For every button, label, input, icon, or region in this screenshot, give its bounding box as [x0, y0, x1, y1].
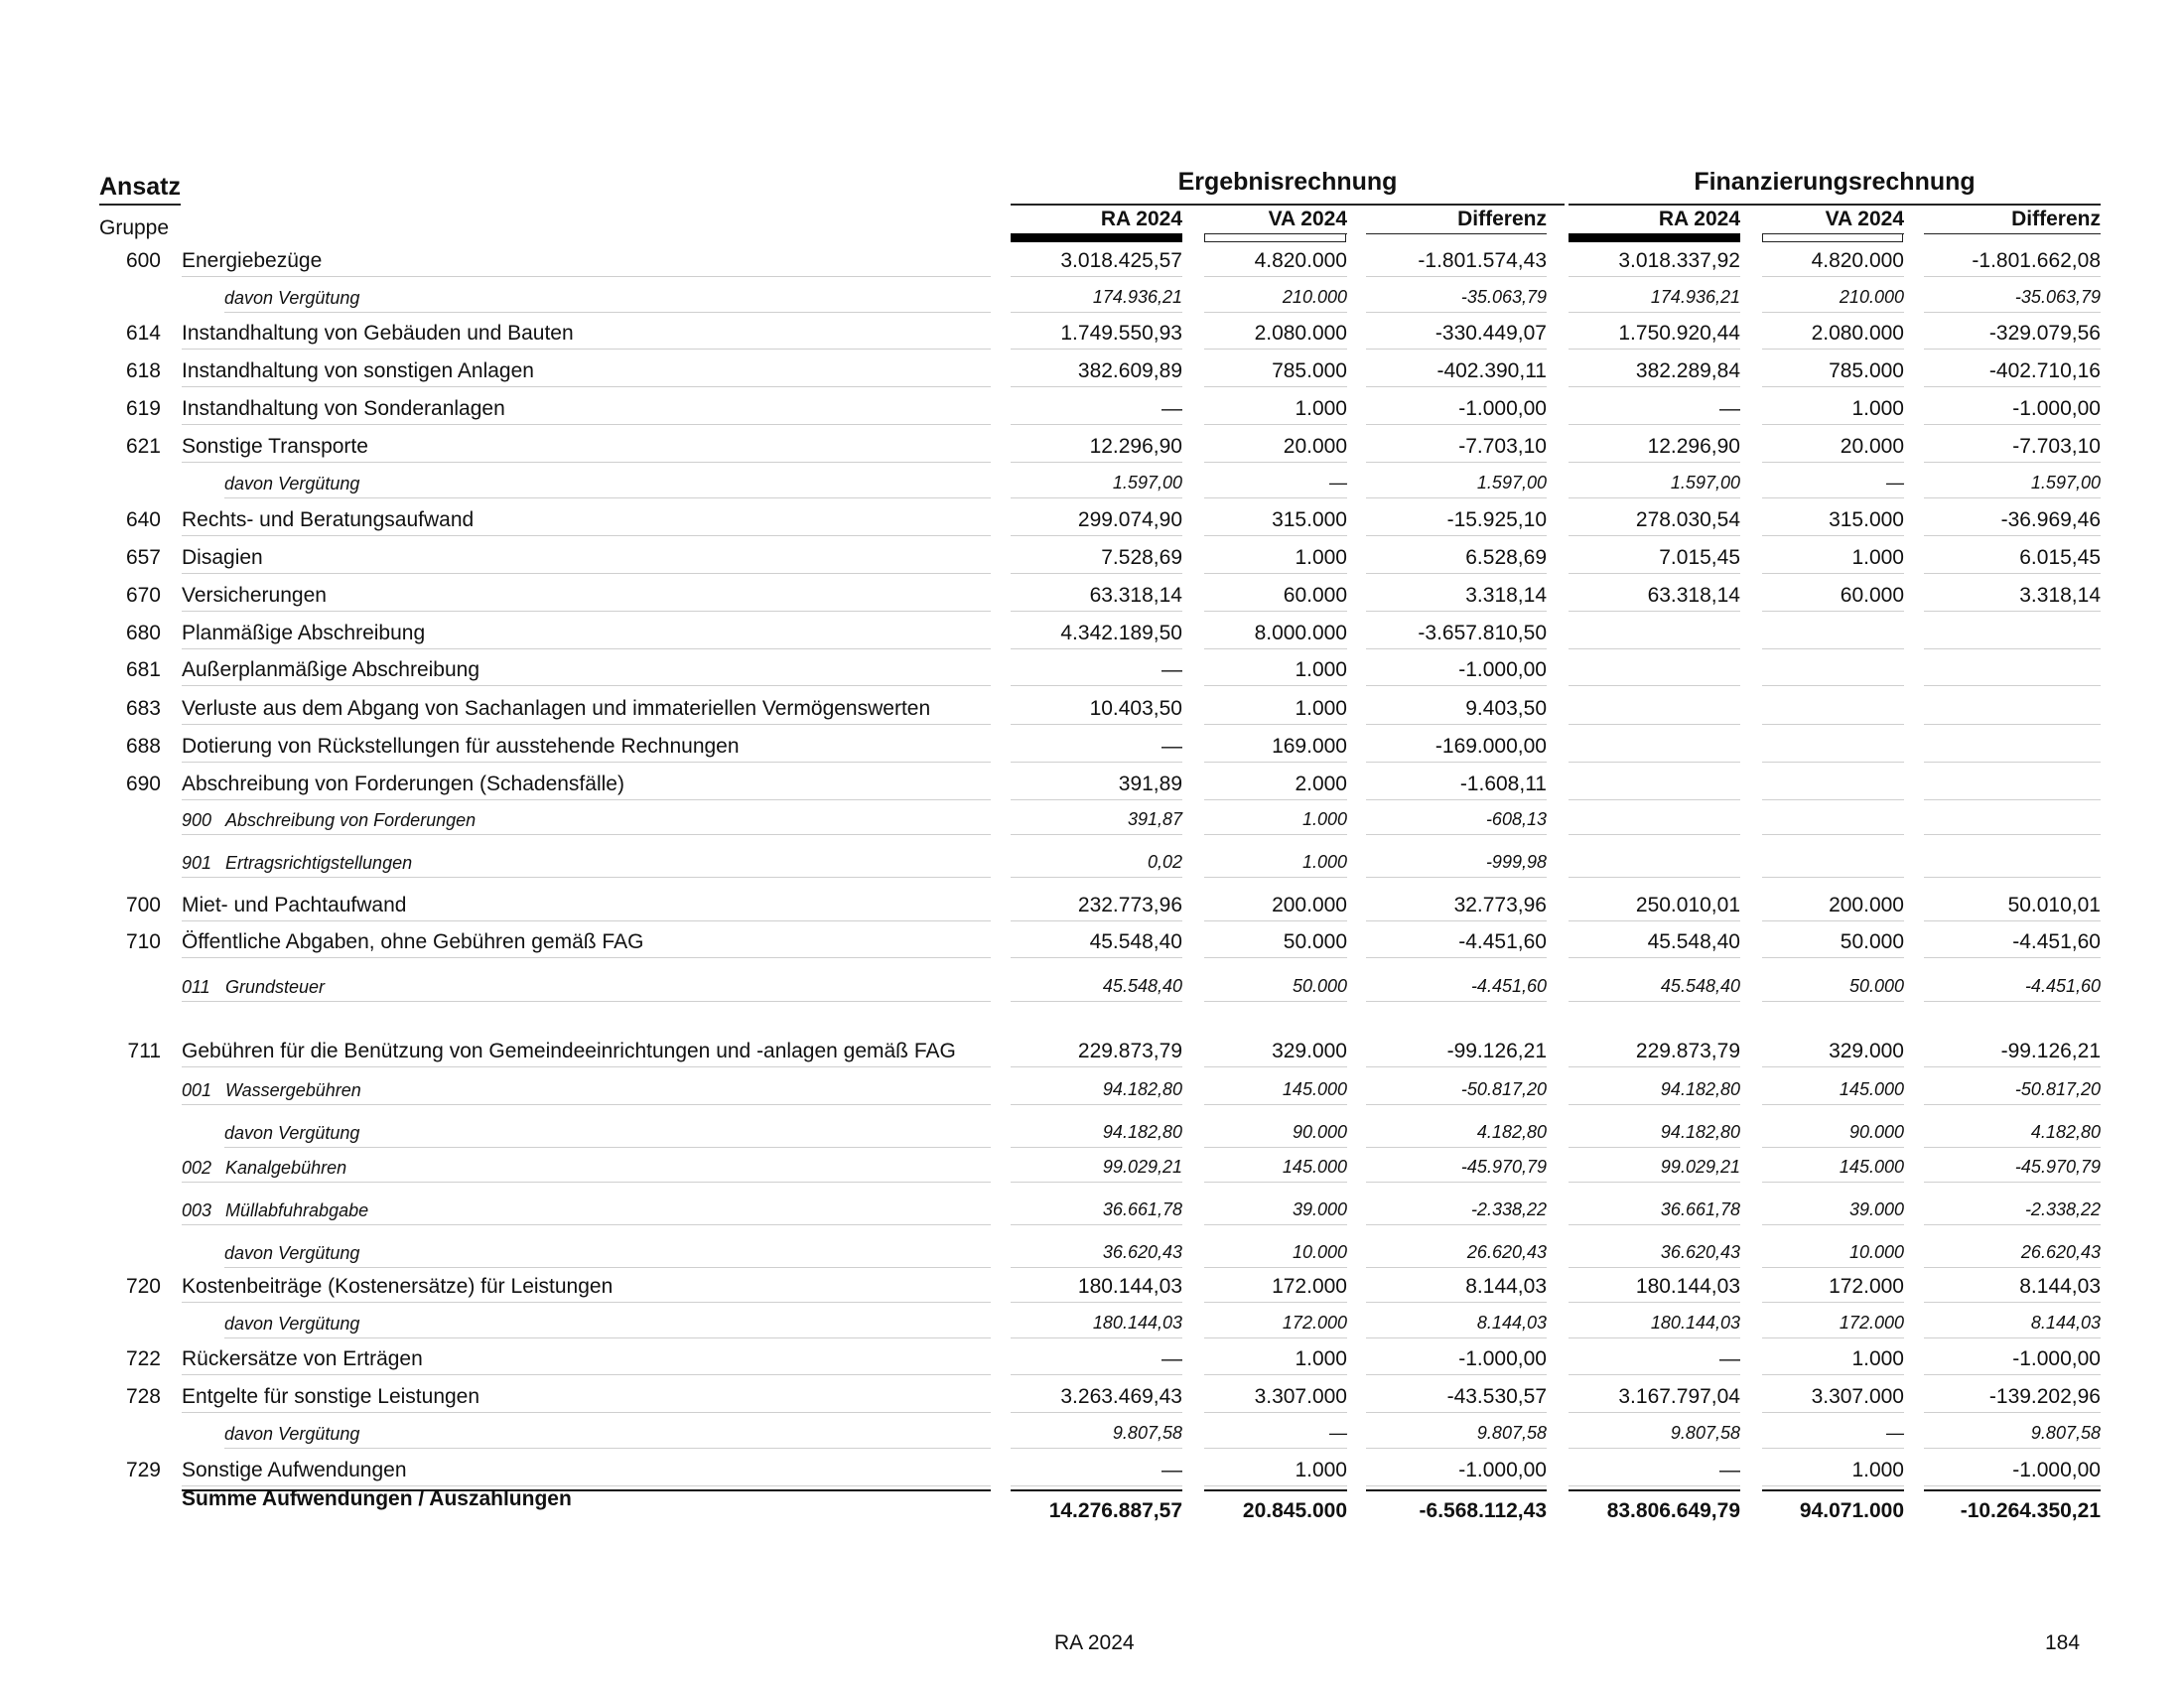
value-cell: 1.000: [1295, 697, 1347, 720]
page-number: 184: [2045, 1631, 2081, 1654]
value-cell: 145.000: [1839, 1079, 1904, 1099]
value-cell: -4.451,60: [2012, 930, 2101, 953]
row-description: Gebühren für die Benützung von Gemeindeeinrichtungen und -anlagen gemäß FAG: [182, 1040, 956, 1062]
value-cell: 785.000: [1829, 359, 1904, 382]
ansatz-code: 657: [125, 546, 161, 569]
value-cell: —: [1161, 1459, 1182, 1481]
value-cell: 45.548,40: [1102, 976, 1182, 996]
value-cell: 174.936,21: [1650, 287, 1740, 307]
value-cell: 9.807,58: [1476, 1423, 1547, 1443]
value-cell: -999,98: [1485, 852, 1547, 872]
value-cell: -4.451,60: [2024, 976, 2101, 996]
value-cell: 50.010,01: [2007, 894, 2101, 916]
value-cell: -402.710,16: [1988, 359, 2101, 382]
total-separator-rule: [1924, 1489, 2101, 1491]
total-separator-rule: [1569, 1489, 1740, 1491]
value-cell: 180.144,03: [1635, 1275, 1740, 1298]
ansatz-code: 600: [125, 249, 161, 272]
value-cell: 50.000: [1840, 930, 1904, 953]
value-cell: 1.000: [1295, 397, 1347, 420]
value-cell: 94.182,80: [1102, 1122, 1182, 1142]
value-cell: —: [1161, 1347, 1182, 1370]
value-cell: -4.451,60: [1470, 976, 1547, 996]
value-cell: -45.970,79: [1460, 1157, 1547, 1177]
value-cell: —: [1719, 1459, 1740, 1481]
value-cell: 169.000: [1272, 735, 1347, 758]
value-cell: 229.873,79: [1635, 1040, 1740, 1062]
ansatz-code: 700: [125, 894, 161, 916]
row-description: Dotierung von Rückstellungen für ausstehende Rechnungen: [182, 735, 740, 758]
value-cell: 3.318,14: [2019, 584, 2101, 607]
value-cell: 1.000: [1851, 1347, 1904, 1370]
value-cell: —: [1886, 473, 1904, 492]
sub-label: Ertragsrichtigstellungen: [225, 853, 413, 873]
value-cell: 180.144,03: [1092, 1313, 1182, 1333]
total-separator-rule: [1011, 1489, 1182, 1491]
ansatz-code: 720: [125, 1275, 161, 1298]
value-cell: -1.000,00: [1458, 658, 1547, 681]
value-cell: 94.071.000: [1799, 1499, 1904, 1522]
value-cell: -15.925,10: [1446, 508, 1547, 531]
value-cell: 4.182,80: [1476, 1122, 1547, 1142]
value-cell: -402.390,11: [1436, 359, 1547, 382]
value-cell: 278.030,54: [1635, 508, 1740, 531]
value-cell: 83.806.649,79: [1606, 1499, 1740, 1522]
value-cell: -50.817,20: [1460, 1079, 1547, 1099]
value-cell: 1.597,00: [2030, 473, 2101, 492]
value-cell: 1.000: [1851, 397, 1904, 420]
ansatz-heading: Ansatz: [99, 172, 181, 206]
value-cell: 172.000: [1839, 1313, 1904, 1333]
row-description: Öffentliche Abgaben, ohne Gebühren gemäß FAG: [182, 930, 644, 953]
value-cell: 329.000: [1829, 1040, 1904, 1062]
row-description: Energiebezüge: [182, 249, 323, 272]
value-cell: 4.820.000: [1254, 249, 1347, 272]
value-cell: —: [1886, 1423, 1904, 1443]
value-cell: —: [1329, 1423, 1347, 1443]
row-description: Verluste aus dem Abgang von Sachanlagen und immateriellen Vermögenswerten: [182, 697, 931, 720]
value-cell: 172.000: [1829, 1275, 1904, 1298]
row-description: Sonstige Transporte: [182, 435, 368, 458]
sub-label: davon Vergütung: [224, 1314, 360, 1334]
value-cell: 9.807,58: [2030, 1423, 2101, 1443]
value-cell: 200.000: [1829, 894, 1904, 916]
ansatz-code: 728: [125, 1385, 161, 1408]
value-cell: 39.000: [1292, 1199, 1347, 1219]
value-cell: —: [1161, 735, 1182, 758]
value-cell: 39.000: [1848, 1199, 1904, 1219]
value-cell: 232.773,96: [1077, 894, 1182, 916]
sub-code: 011: [182, 977, 210, 997]
value-cell: 785.000: [1272, 359, 1347, 382]
value-cell: -329.079,56: [1988, 322, 2101, 345]
value-cell: 1.000: [1301, 852, 1347, 872]
value-cell: 10.000: [1848, 1242, 1904, 1262]
value-cell: 6.015,45: [2019, 546, 2101, 569]
value-cell: -45.970,79: [2014, 1157, 2101, 1177]
value-cell: 50.000: [1283, 930, 1347, 953]
row-description: Kostenbeiträge (Kostenersätze) für Leistungen: [182, 1275, 614, 1298]
sub-code: 003: [182, 1200, 212, 1220]
value-cell: -36.969,46: [2000, 508, 2101, 531]
value-cell: -4.451,60: [1458, 930, 1547, 953]
value-cell: 36.661,78: [1660, 1199, 1740, 1219]
row-description: Miet- und Pachtaufwand: [182, 894, 407, 916]
value-cell: -99.126,21: [1446, 1040, 1547, 1062]
value-cell: 3.307.000: [1811, 1385, 1904, 1408]
value-cell: 4.820.000: [1811, 249, 1904, 272]
value-cell: —: [1719, 1347, 1740, 1370]
value-cell: 4.182,80: [2030, 1122, 2101, 1142]
value-cell: -608,13: [1485, 809, 1547, 829]
ansatz-code: 680: [125, 622, 161, 644]
value-cell: 391,87: [1127, 809, 1182, 829]
value-cell: -330.449,07: [1434, 322, 1547, 345]
value-cell: 1.597,00: [1112, 473, 1182, 492]
value-cell: 6.528,69: [1465, 546, 1547, 569]
value-cell: -1.801.662,08: [1972, 249, 2101, 272]
total-separator-rule: [1204, 1489, 1347, 1491]
value-cell: 382.289,84: [1635, 359, 1740, 382]
value-cell: 299.074,90: [1077, 508, 1182, 531]
value-cell: 3.263.469,43: [1060, 1385, 1182, 1408]
value-cell: 391,89: [1118, 773, 1182, 795]
value-cell: 315.000: [1272, 508, 1347, 531]
value-cell: 174.936,21: [1092, 287, 1182, 307]
value-cell: 10.403,50: [1089, 697, 1182, 720]
value-cell: -2.338,22: [2024, 1199, 2101, 1219]
value-cell: -1.801.574,43: [1418, 249, 1547, 272]
value-cell: —: [1329, 473, 1347, 492]
value-cell: 2.080.000: [1254, 322, 1347, 345]
value-cell: 45.548,40: [1660, 976, 1740, 996]
sub-label: davon Vergütung: [224, 474, 360, 493]
value-cell: 7.528,69: [1101, 546, 1182, 569]
column-header-diff-ergebnis: Differenz: [1366, 206, 1547, 234]
ansatz-code: 621: [125, 435, 161, 458]
value-cell: 63.318,14: [1089, 584, 1182, 607]
value-cell: 10.000: [1292, 1242, 1347, 1262]
value-cell: 329.000: [1272, 1040, 1347, 1062]
row-description: Instandhaltung von Gebäuden und Bauten: [182, 322, 574, 345]
value-cell: 20.000: [1283, 435, 1347, 458]
value-cell: 145.000: [1839, 1157, 1904, 1177]
value-cell: —: [1161, 658, 1182, 681]
value-cell: 1.000: [1851, 1459, 1904, 1481]
column-header-ra-finanz: RA 2024: [1569, 206, 1740, 234]
row-description: Rückersätze von Erträgen: [182, 1347, 423, 1370]
value-cell: 315.000: [1829, 508, 1904, 531]
ansatz-code: 681: [125, 658, 161, 681]
sub-code: 901: [182, 853, 212, 873]
sub-code: 001: [182, 1080, 212, 1100]
sub-label: Wassergebühren: [225, 1080, 361, 1100]
value-cell: 180.144,03: [1650, 1313, 1740, 1333]
group-title-ergebnisrechnung: Ergebnisrechnung: [1177, 168, 1398, 196]
value-cell: -2.338,22: [1470, 1199, 1547, 1219]
value-cell: —: [1719, 397, 1740, 420]
sub-label: davon Vergütung: [224, 1424, 360, 1444]
value-cell: 36.620,43: [1660, 1242, 1740, 1262]
row-description: Instandhaltung von sonstigen Anlagen: [182, 359, 534, 382]
value-cell: -35.063,79: [2014, 287, 2101, 307]
value-cell: -1.000,00: [2012, 1347, 2101, 1370]
value-cell: -7.703,10: [1458, 435, 1547, 458]
value-cell: 3.318,14: [1465, 584, 1547, 607]
total-separator-rule: [1762, 1489, 1904, 1491]
value-cell: 210.000: [1839, 287, 1904, 307]
footer-report-label: RA 2024: [1054, 1631, 1135, 1654]
group-title-finanzierungsrechnung: Finanzierungsrechnung: [1694, 168, 1976, 196]
ansatz-code: 710: [125, 930, 161, 953]
sub-label: Grundsteuer: [225, 977, 326, 997]
value-cell: 60.000: [1840, 584, 1904, 607]
row-description: Disagien: [182, 546, 263, 569]
ansatz-code: 729: [125, 1459, 161, 1481]
value-cell: 382.609,89: [1077, 359, 1182, 382]
value-cell: 90.000: [1292, 1122, 1347, 1142]
value-cell: 8.144,03: [1465, 1275, 1547, 1298]
value-cell: -99.126,21: [2000, 1040, 2101, 1062]
value-cell: -3.657.810,50: [1418, 622, 1547, 644]
value-cell: 94.182,80: [1660, 1122, 1740, 1142]
ansatz-code: 690: [125, 773, 161, 795]
value-cell: 50.000: [1848, 976, 1904, 996]
value-cell: 8.144,03: [2030, 1313, 2101, 1333]
value-cell: 36.620,43: [1102, 1242, 1182, 1262]
value-cell: 8.000.000: [1254, 622, 1347, 644]
value-cell: 1.749.550,93: [1060, 322, 1182, 345]
value-cell: -1.608,11: [1459, 773, 1547, 795]
value-cell: 20.845.000: [1242, 1499, 1347, 1522]
value-cell: 210.000: [1282, 287, 1347, 307]
value-cell: 99.029,21: [1102, 1157, 1182, 1177]
value-cell: 9.403,50: [1465, 697, 1547, 720]
row-description: Instandhaltung von Sonderanlagen: [182, 397, 505, 420]
value-cell: 4.342.189,50: [1060, 622, 1182, 644]
value-cell: 3.307.000: [1254, 1385, 1347, 1408]
value-cell: 172.000: [1272, 1275, 1347, 1298]
row-description: Sonstige Aufwendungen: [182, 1459, 407, 1481]
ansatz-code: 670: [125, 584, 161, 607]
sub-label: davon Vergütung: [224, 1243, 360, 1263]
ansatz-code: 683: [125, 697, 161, 720]
ansatz-code: 618: [125, 359, 161, 382]
sub-label: Kanalgebühren: [225, 1158, 347, 1178]
value-cell: -1.000,00: [1458, 1459, 1547, 1481]
sub-label: Abschreibung von Forderungen: [225, 810, 477, 830]
value-cell: 3.018.425,57: [1060, 249, 1182, 272]
ansatz-code: 688: [125, 735, 161, 758]
row-description: Entgelte für sonstige Leistungen: [182, 1385, 480, 1408]
value-cell: -1.000,00: [2012, 397, 2101, 420]
value-cell: 1.597,00: [1476, 473, 1547, 492]
value-cell: 1.597,00: [1670, 473, 1740, 492]
row-description: Summe Aufwendungen / Auszahlungen: [182, 1487, 572, 1510]
value-cell: -50.817,20: [2014, 1079, 2101, 1099]
column-header-va-finanz: VA 2024: [1762, 206, 1904, 234]
value-cell: 145.000: [1282, 1157, 1347, 1177]
value-cell: 14.276.887,57: [1048, 1499, 1182, 1522]
value-cell: -10.264.350,21: [1960, 1499, 2101, 1522]
value-cell: -139.202,96: [1988, 1385, 2101, 1408]
row-description: Rechts- und Beratungsaufwand: [182, 508, 475, 531]
ansatz-code: 614: [125, 322, 161, 345]
value-cell: -6.568.112,43: [1419, 1499, 1547, 1522]
value-cell: 1.000: [1295, 546, 1347, 569]
row-description: Abschreibung von Forderungen (Schadensfälle): [182, 773, 624, 795]
value-cell: 12.296,90: [1647, 435, 1740, 458]
value-cell: 0,02: [1147, 852, 1182, 872]
value-cell: -1.000,00: [1458, 1347, 1547, 1370]
value-cell: 229.873,79: [1077, 1040, 1182, 1062]
value-cell: 99.029,21: [1660, 1157, 1740, 1177]
value-cell: 172.000: [1282, 1313, 1347, 1333]
value-cell: 250.010,01: [1635, 894, 1740, 916]
sub-label: davon Vergütung: [224, 288, 360, 308]
value-cell: 1.000: [1295, 1347, 1347, 1370]
total-separator-rule: [1366, 1489, 1547, 1491]
sub-label: Müllabfuhrabgabe: [225, 1200, 369, 1220]
sub-code: 900: [182, 810, 212, 830]
value-cell: 145.000: [1282, 1079, 1347, 1099]
value-cell: 50.000: [1292, 976, 1347, 996]
value-cell: 8.144,03: [1476, 1313, 1547, 1333]
column-header-diff-finanz: Differenz: [1924, 206, 2101, 234]
value-cell: 60.000: [1283, 584, 1347, 607]
gruppe-subheading: Gruppe: [99, 216, 170, 239]
ansatz-code: 619: [125, 397, 161, 420]
value-cell: 200.000: [1272, 894, 1347, 916]
value-cell: 36.661,78: [1102, 1199, 1182, 1219]
row-description: Außerplanmäßige Abschreibung: [182, 658, 480, 681]
value-cell: 94.182,80: [1660, 1079, 1740, 1099]
value-cell: 12.296,90: [1089, 435, 1182, 458]
value-cell: -43.530,57: [1446, 1385, 1547, 1408]
value-cell: 2.000: [1295, 773, 1347, 795]
value-cell: -1.000,00: [2012, 1459, 2101, 1481]
value-cell: 45.548,40: [1089, 930, 1182, 953]
value-cell: 26.620,43: [2020, 1242, 2101, 1262]
value-cell: 90.000: [1848, 1122, 1904, 1142]
value-cell: 94.182,80: [1102, 1079, 1182, 1099]
ansatz-code: 640: [125, 508, 161, 531]
sub-code: 002: [182, 1158, 212, 1178]
value-cell: 63.318,14: [1647, 584, 1740, 607]
sub-label: davon Vergütung: [224, 1123, 360, 1143]
value-cell: 7.015,45: [1659, 546, 1740, 569]
value-cell: 9.807,58: [1670, 1423, 1740, 1443]
value-cell: -1.000,00: [1458, 397, 1547, 420]
value-cell: 1.000: [1295, 1459, 1347, 1481]
value-cell: -35.063,79: [1460, 287, 1547, 307]
column-header-ra-ergebnis: RA 2024: [1011, 206, 1182, 234]
value-cell: —: [1161, 397, 1182, 420]
value-cell: 1.750.920,44: [1618, 322, 1740, 345]
value-cell: 32.773,96: [1453, 894, 1547, 916]
value-cell: 1.000: [1301, 809, 1347, 829]
row-description: Planmäßige Abschreibung: [182, 622, 426, 644]
ansatz-code: 711: [127, 1040, 161, 1062]
value-cell: 180.144,03: [1077, 1275, 1182, 1298]
ansatz-code: 722: [125, 1347, 161, 1370]
value-cell: 2.080.000: [1811, 322, 1904, 345]
value-cell: 3.018.337,92: [1618, 249, 1740, 272]
value-cell: 1.000: [1295, 658, 1347, 681]
value-cell: -169.000,00: [1434, 735, 1547, 758]
value-cell: 8.144,03: [2019, 1275, 2101, 1298]
value-cell: 45.548,40: [1647, 930, 1740, 953]
value-cell: 1.000: [1851, 546, 1904, 569]
row-description: Versicherungen: [182, 584, 327, 607]
value-cell: 9.807,58: [1112, 1423, 1182, 1443]
value-cell: 20.000: [1840, 435, 1904, 458]
total-separator-rule: [182, 1489, 991, 1491]
column-header-va-ergebnis: VA 2024: [1204, 206, 1347, 234]
value-cell: 26.620,43: [1466, 1242, 1547, 1262]
value-cell: 3.167.797,04: [1618, 1385, 1740, 1408]
value-cell: -7.703,10: [2012, 435, 2101, 458]
